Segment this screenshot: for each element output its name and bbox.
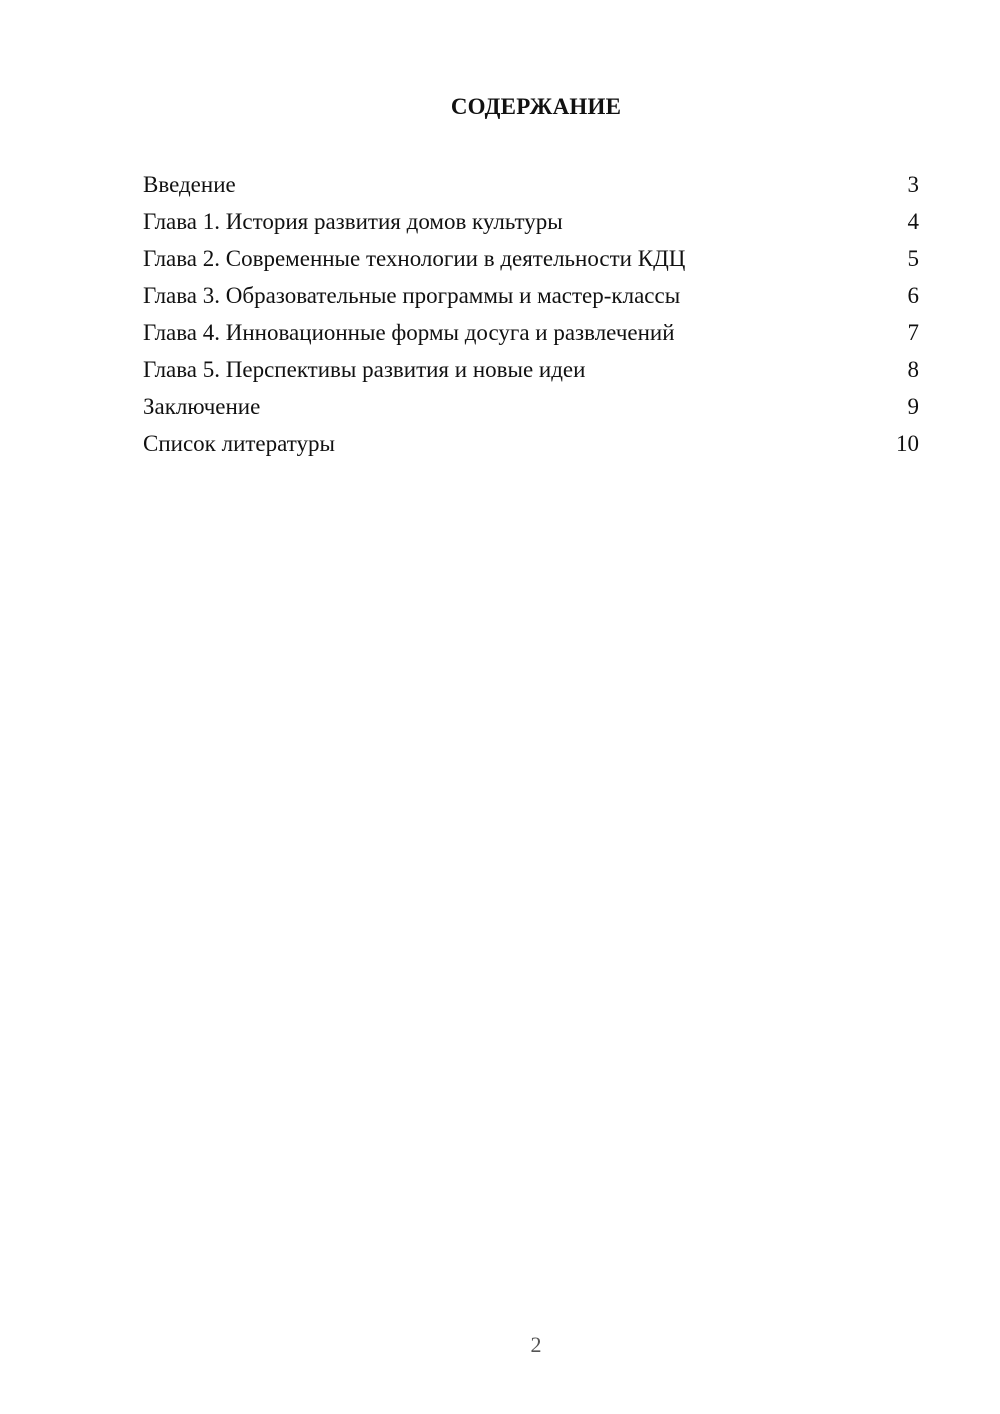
toc-entry-conclusion — [143, 392, 919, 429]
toc-entry-chapter-1 — [143, 207, 919, 244]
toc-entry-page: 10 — [896, 431, 919, 456]
toc-entry-title: Заключение — [143, 394, 261, 419]
toc-entry-title: Глава 5. Перспективы развития и новые идеи — [143, 357, 586, 382]
page-number: 2 — [530, 1332, 542, 1357]
toc-entry-page: 8 — [907, 357, 919, 382]
toc-entry-chapter-4 — [143, 318, 919, 355]
toc-entry-page: 9 — [907, 394, 919, 419]
toc-entry-bibliography — [143, 429, 919, 466]
toc-entry-title: Глава 2. Современные технологии в деятельности КДЦ — [143, 246, 686, 271]
toc-entry-page: 4 — [907, 209, 919, 234]
toc-entry-page: 5 — [907, 246, 919, 271]
table-of-contents — [143, 170, 919, 466]
toc-entry-introduction — [143, 170, 919, 207]
toc-entry-title: Глава 1. История развития домов культуры — [143, 209, 563, 234]
toc-entry-title: Глава 4. Инновационные формы досуга и развлечений — [143, 320, 675, 345]
toc-entry-chapter-2 — [143, 244, 919, 281]
toc-entry-page: 3 — [907, 172, 919, 197]
toc-entry-title: Глава 3. Образовательные программы и мастер-классы — [143, 283, 681, 308]
toc-entry-page: 7 — [907, 320, 919, 345]
toc-entry-chapter-5 — [143, 355, 919, 392]
toc-entry-chapter-3 — [143, 281, 919, 318]
toc-entry-page: 6 — [907, 283, 919, 308]
page-title: СОДЕРЖАНИЕ — [450, 94, 622, 119]
toc-entry-title: Введение — [143, 172, 236, 197]
toc-entry-title: Список литературы — [143, 431, 335, 456]
